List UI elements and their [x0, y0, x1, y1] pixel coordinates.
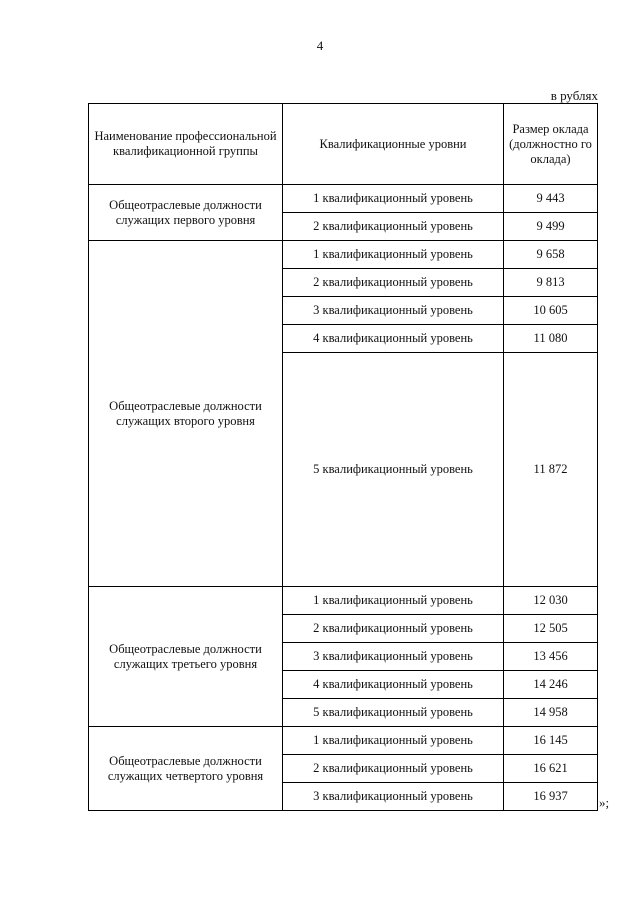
table-row	[89, 587, 598, 615]
salary-cell: 9 813	[504, 269, 598, 297]
salary-cell: 11 872	[504, 353, 598, 587]
salary-cell: 9 443	[504, 185, 598, 213]
salary-cell: 16 145	[504, 727, 598, 755]
level-cell: 5 квалификационный уровень	[283, 353, 504, 587]
table-row	[89, 241, 598, 269]
level-cell: 4 квалификационный уровень	[283, 671, 504, 699]
salary-table	[88, 103, 598, 811]
header-group: Наименование профессиональной квалификационной группы	[89, 104, 283, 185]
level-cell: 1 квалификационный уровень	[283, 241, 504, 269]
table-row	[89, 185, 598, 213]
level-cell: 2 квалификационный уровень	[283, 615, 504, 643]
table-row	[89, 727, 598, 755]
level-cell: 3 квалификационный уровень	[283, 643, 504, 671]
salary-cell: 14 246	[504, 671, 598, 699]
level-cell: 1 квалификационный уровень	[283, 587, 504, 615]
header-level: Квалификационные уровни	[283, 104, 504, 185]
page-number: 4	[316, 38, 324, 53]
header-row	[89, 104, 598, 185]
level-cell: 2 квалификационный уровень	[283, 269, 504, 297]
group-name: Общеотраслевые должности служащих третьего уровня	[89, 587, 283, 727]
salary-cell: 12 030	[504, 587, 598, 615]
header-salary: Размер оклада (должностно го оклада)	[504, 104, 598, 185]
group-name: Общеотраслевые должности служащих второго уровня	[89, 241, 283, 587]
units-note: в рублях	[550, 88, 598, 103]
salary-cell: 14 958	[504, 699, 598, 727]
level-cell: 2 квалификационный уровень	[283, 755, 504, 783]
salary-cell: 9 499	[504, 213, 598, 241]
group-name: Общеотраслевые должности служащих четвертого уровня	[89, 727, 283, 811]
level-cell: 4 квалификационный уровень	[283, 325, 504, 353]
salary-cell: 16 937	[504, 783, 598, 811]
level-cell: 3 квалификационный уровень	[283, 783, 504, 811]
level-cell: 2 квалификационный уровень	[283, 213, 504, 241]
level-cell: 5 квалификационный уровень	[283, 699, 504, 727]
level-cell: 1 квалификационный уровень	[283, 727, 504, 755]
salary-cell: 9 658	[504, 241, 598, 269]
salary-cell: 11 080	[504, 325, 598, 353]
salary-cell: 13 456	[504, 643, 598, 671]
salary-cell: 12 505	[504, 615, 598, 643]
salary-cell: 10 605	[504, 297, 598, 325]
closing-quote-mark: »;	[599, 795, 610, 810]
group-name: Общеотраслевые должности служащих первого уровня	[89, 185, 283, 241]
level-cell: 3 квалификационный уровень	[283, 297, 504, 325]
level-cell: 1 квалификационный уровень	[283, 185, 504, 213]
salary-cell: 16 621	[504, 755, 598, 783]
